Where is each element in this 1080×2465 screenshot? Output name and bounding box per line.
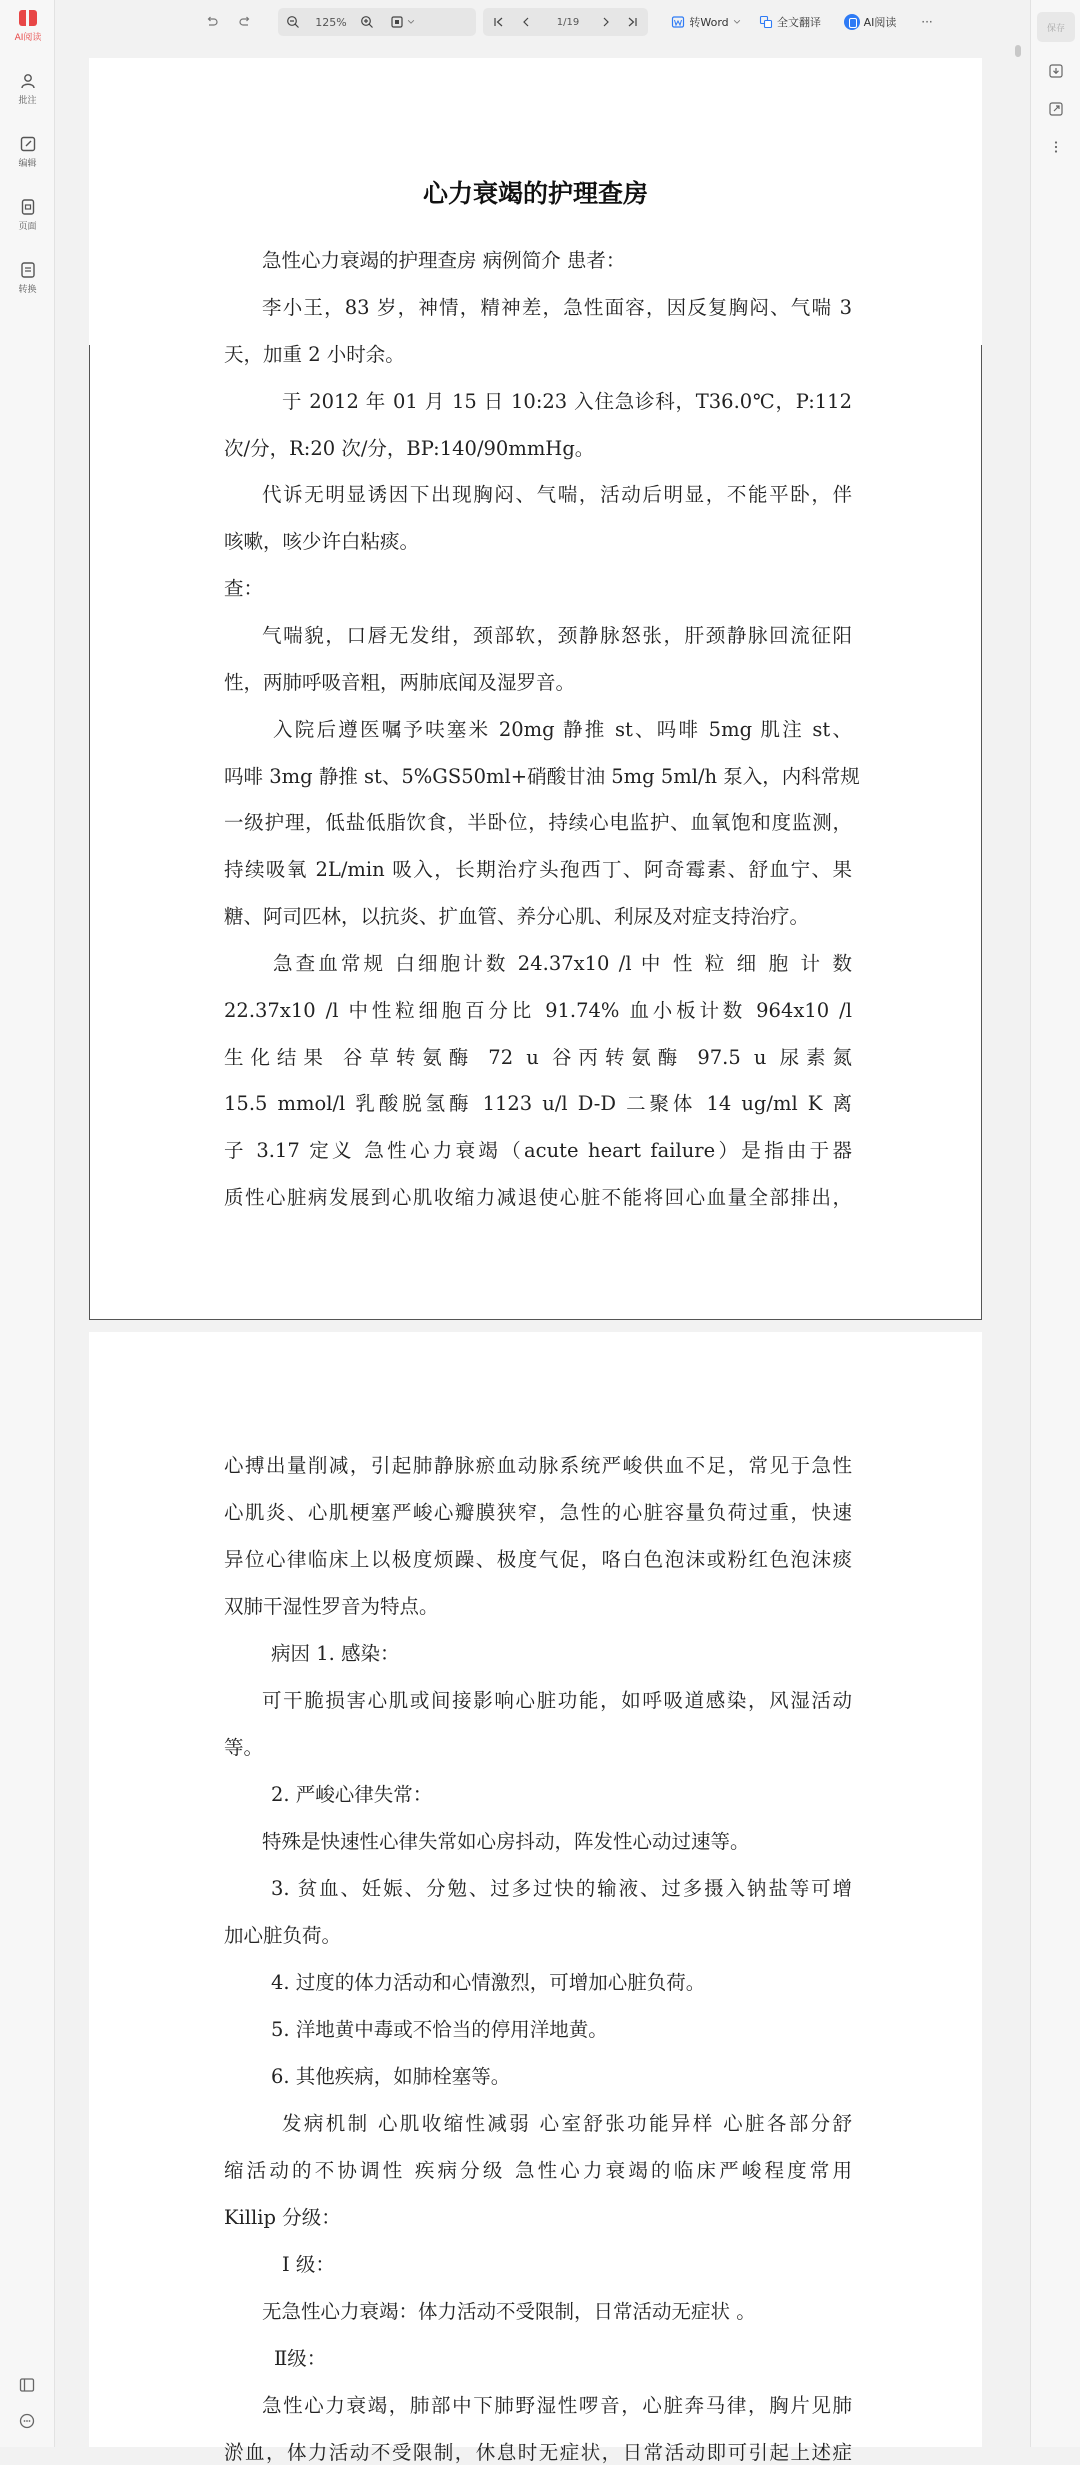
left-sidebar: [0, 0, 55, 2447]
document-text-line: 子 3.17 定义 急性心力衰竭（acute heart failure）是指由于器: [224, 1139, 852, 1162]
ai-read-icon: [844, 14, 860, 30]
last-page-icon: [625, 15, 639, 29]
word-icon: [671, 15, 685, 29]
convert-to-word-label: 转Word: [689, 16, 729, 29]
zoom-in-button[interactable]: [355, 10, 379, 34]
document-text-line: 咳嗽，咳少许白粘痰。: [224, 530, 420, 553]
zoom-out-button[interactable]: [281, 10, 305, 34]
document-text-line: 15.5 mmol/l 乳酸脱氢酶 1123 u/l D-D 二聚体 14 ug/ml K 离: [224, 1092, 852, 1115]
sidebar-item-annotate[interactable]: [0, 72, 55, 106]
sidebar-item-label: 页面: [18, 222, 37, 232]
undo-button[interactable]: [200, 10, 224, 34]
annotate-icon: [19, 72, 37, 90]
translate-icon: [759, 15, 773, 29]
document-text-line: 入院后遵医嘱予呋塞米 20mg 静推 st、吗啡 5mg 肌注 st、: [273, 718, 852, 741]
document-text-line: 6. 其他疾病，如肺栓塞等。: [271, 2065, 511, 2088]
chevron-down-icon: [407, 18, 415, 26]
fit-page-icon: [390, 15, 404, 29]
sidebar-item-edit[interactable]: [0, 135, 55, 169]
document-text-line: 次/分，R:20 次/分，BP:140/90mmHg。: [224, 437, 595, 460]
sidebar-item-page[interactable]: [0, 198, 55, 232]
document-text-line: 吗啡 3mg 静推 st、5%GS50ml+硝酸甘油 5mg 5ml/h 泵入，内科常规: [224, 765, 860, 788]
document-text-line: 4. 过度的体力活动和心情激烈，可增加心脏负荷。: [271, 1971, 706, 1994]
document-text-line: 质性心脏病发展到心肌收缩力减退使心脏不能将回心血量全部排出，: [224, 1186, 852, 1209]
sidebar-panel-icon[interactable]: [18, 2376, 36, 2394]
ai-read-label: AI阅读: [863, 16, 897, 29]
document-text-line: 3. 贫血、妊娠、分勉、过多过快的输液、过多摄入钠盐等可增: [271, 1877, 852, 1900]
app-brand[interactable]: [8, 10, 48, 43]
edit-icon: [19, 135, 37, 153]
document-text-line: 淤血，体力活动不受限制，休息时无症状，日常活动即可引起上述症: [224, 2441, 852, 2464]
document-text-line: 22.37x10 /l 中性粒细胞百分比 91.74% 血小板计数 964x10 /l: [224, 999, 852, 1022]
document-text-line: 性，两肺呼吸音粗，两肺底闻及湿罗音。: [224, 671, 576, 694]
document-page-2: [89, 1332, 982, 2464]
chevron-right-icon: [599, 15, 613, 29]
document-text-line: 代诉无明显诱因下出现胸闷、气喘，活动后明显，不能平卧，伴: [262, 483, 852, 506]
document-text-line: 持续吸氧 2L/min 吸入，长期治疗头孢西丁、阿奇霉素、舒血宁、果: [224, 858, 852, 881]
document-text-line: 气喘貌，口唇无发绀，颈部软，颈静脉怒张，肝颈静脉回流征阳: [262, 624, 852, 647]
last-page-button[interactable]: [621, 10, 643, 34]
redo-icon: [238, 15, 252, 29]
document-text-line: 无急性心力衰竭：体力活动不受限制，日常活动无症状 。: [262, 2300, 756, 2323]
convert-icon: [19, 261, 37, 279]
document-text-line: 双肺干湿性罗音为特点。: [224, 1595, 439, 1618]
document-text-line: 发病机制 心肌收缩性减弱 心室舒张功能异样 心脏各部分舒: [282, 2112, 852, 2135]
sidebar-item-label: 编辑: [18, 159, 37, 169]
zoom-out-icon: [286, 15, 300, 29]
ai-read-button[interactable]: [835, 10, 905, 34]
document-text-line: 心肌炎、心肌梗塞严峻心瓣膜狭窄，急性的心脏容量负荷过重，快速: [224, 1501, 852, 1524]
app-logo-icon: [19, 10, 37, 26]
document-text-line: Ⅰ 级：: [282, 2253, 335, 2276]
document-text-line: 病因 1. 感染：: [271, 1642, 400, 1665]
document-text-line: 等。: [224, 1736, 264, 1759]
document-title: 心力衰竭的护理查房: [422, 179, 648, 208]
more-button[interactable]: ···: [921, 15, 933, 29]
document-text-line: 2. 严峻心律失常：: [271, 1783, 433, 1806]
prev-page-button[interactable]: [515, 10, 537, 34]
zoom-in-icon: [360, 15, 374, 29]
document-text-line: 缩活动的不协调性 疾病分级 急性心力衰竭的临床严峻程度常用: [224, 2159, 852, 2182]
document-text-line: 可干脆损害心肌或间接影响心脏功能，如呼吸道感染，风湿活动: [262, 1689, 852, 1712]
zoom-level[interactable]: 125%: [315, 15, 347, 29]
chevron-down-icon: [733, 18, 741, 26]
translate-button[interactable]: [753, 10, 827, 34]
sidebar-item-convert[interactable]: [0, 261, 55, 295]
scrollbar-thumb[interactable]: [1015, 45, 1021, 57]
document-text-line: Ⅱ级：: [274, 2347, 327, 2370]
document-text-line: 加心脏负荷。: [224, 1924, 342, 1947]
document-page-1: [89, 58, 982, 1320]
translate-label: 全文翻译: [777, 16, 821, 29]
right-sidebar: [1030, 0, 1080, 2447]
document-text-line: 天，加重 2 小时余。: [224, 343, 405, 366]
document-text-line: 特殊是快速性心律失常如心房抖动，阵发性心动过速等。: [262, 1830, 750, 1853]
document-text-line: 异位心律临床上以极度烦躁、极度气促，咯白色泡沫或粉红色泡沫痰: [224, 1548, 852, 1571]
app-name: AI阅读: [14, 33, 42, 43]
more-vertical-icon[interactable]: [1047, 138, 1065, 156]
chevron-left-icon: [519, 15, 533, 29]
first-page-icon: [492, 15, 506, 29]
feedback-icon[interactable]: [18, 2412, 36, 2430]
document-text-line: 于 2012 年 01 月 15 日 10:23 入住急诊科，T36.0℃，P:112: [282, 390, 852, 413]
redo-button[interactable]: [233, 10, 257, 34]
document-text-line: 心搏出量削减，引起肺静脉瘀血动脉系统严峻供血不足，常见于急性: [224, 1454, 852, 1477]
fit-page-button[interactable]: [384, 10, 420, 34]
share-icon[interactable]: [1047, 100, 1065, 118]
first-page-button[interactable]: [488, 10, 510, 34]
page-indicator[interactable]: 1/19: [556, 16, 580, 28]
document-text-line: 李小王，83 岁，神情，精神差，急性面容，因反复胸闷、气喘 3: [262, 296, 852, 319]
document-text-line: 糖、阿司匹林，以抗炎、扩血管、养分心肌、利尿及对症支持治疗。: [224, 905, 810, 928]
sidebar-item-label: 批注: [18, 96, 37, 106]
document-text-line: Killip 分级：: [224, 2206, 341, 2229]
document-text-line: 急性心力衰竭，肺部中下肺野湿性啰音，心脏奔马律，胸片见肺: [262, 2394, 852, 2417]
document-text-line: 查：: [224, 577, 264, 600]
document-text-line: 生化结果 谷草转氨酶 72 u 谷丙转氨酶 97.5 u 尿素氮: [224, 1046, 852, 1069]
undo-icon: [205, 15, 219, 29]
document-text-line: 急查血常规 白细胞计数 24.37x10 /l 中 性 粒 细 胞 计 数: [273, 952, 852, 975]
page-icon: [19, 198, 37, 216]
document-text-line: 一级护理，低盐低脂饮食，半卧位，持续心电监护、血氧饱和度监测，: [224, 811, 852, 834]
next-page-button[interactable]: [595, 10, 617, 34]
save-button[interactable]: 保存: [1037, 12, 1075, 42]
sidebar-item-label: 转换: [18, 285, 37, 295]
document-text-line: 急性心力衰竭的护理查房 病例简介 患者：: [262, 249, 626, 272]
toolbar: [55, 0, 1030, 44]
document-text-line: 5. 洋地黄中毒或不恰当的停用洋地黄。: [271, 2018, 608, 2041]
convert-to-word-button[interactable]: [667, 10, 745, 34]
download-icon[interactable]: [1047, 62, 1065, 80]
